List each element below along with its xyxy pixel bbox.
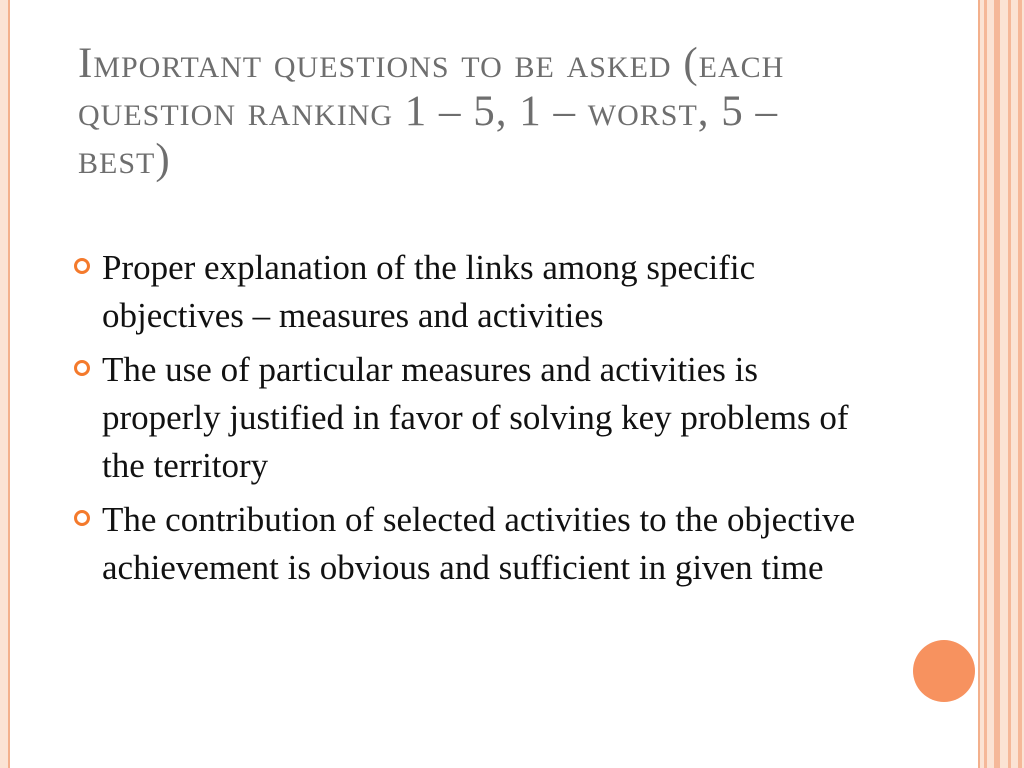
stripe-line	[1008, 0, 1011, 768]
bullet-item	[72, 496, 872, 592]
bullet-item	[72, 346, 872, 490]
bullet-item	[72, 244, 872, 340]
right-edge-stripes	[980, 0, 1024, 768]
stripe-line	[1018, 0, 1022, 768]
bullet-ring-icon	[74, 510, 90, 526]
left-edge-decoration	[0, 0, 8, 768]
bullet-list	[72, 244, 872, 598]
bullet-ring-icon	[74, 360, 90, 376]
slide-canvas	[8, 0, 980, 768]
bullet-text: The contribution of selected activities to the objective achievement is obvious and sufficient in given time	[102, 500, 856, 587]
bullet-text: Proper explanation of the links among specific objectives – measures and activities	[102, 248, 756, 335]
bullet-ring-icon	[74, 258, 90, 274]
stripe-line	[984, 0, 987, 768]
decorative-orange-circle	[913, 640, 975, 702]
bullet-text: The use of particular measures and activities is properly justified in favor of solving key problems of the territory	[102, 350, 849, 485]
slide-title: Important questions to be asked (each question ranking 1 – 5, 1 – worst, 5 – best)	[78, 40, 785, 183]
stripe-line	[994, 0, 1000, 768]
